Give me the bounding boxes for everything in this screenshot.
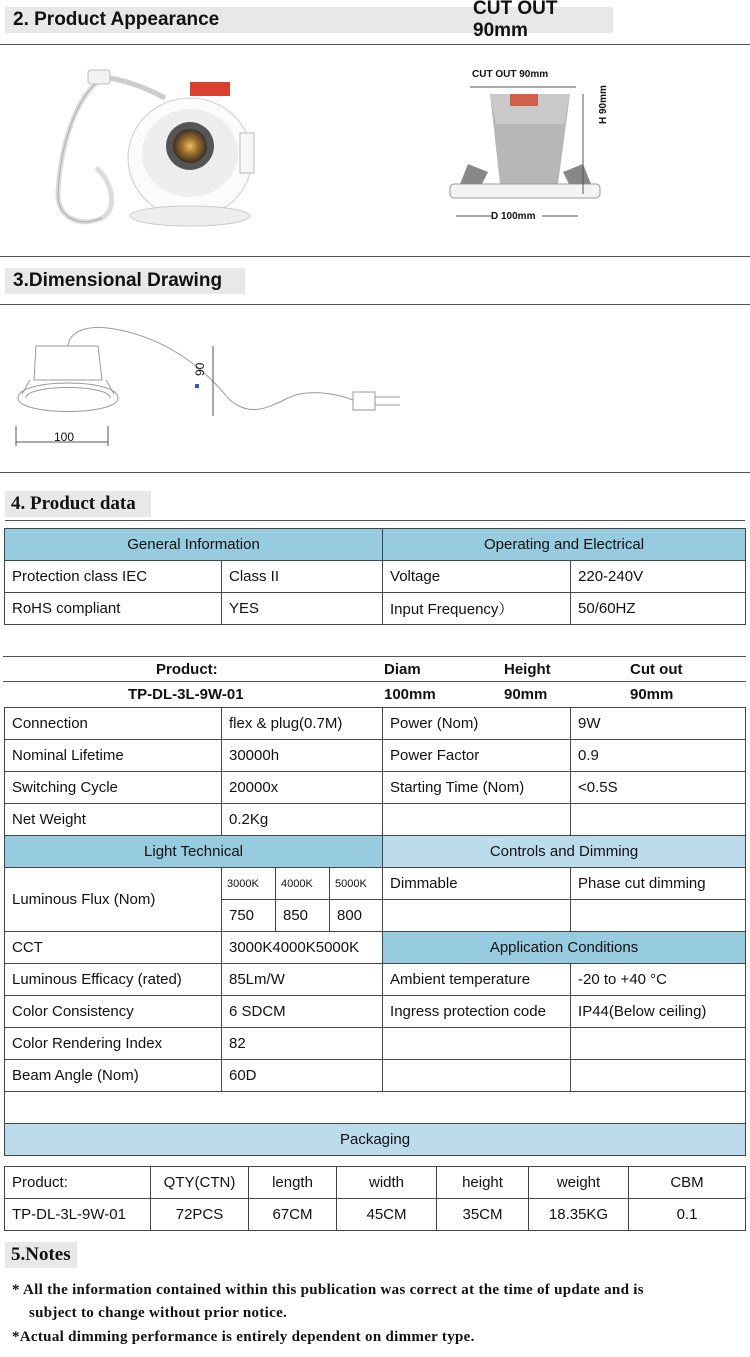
product-label: Product: — [156, 661, 218, 678]
cell: flex & plug(0.7M) — [222, 708, 383, 740]
drawing-width-label: 100 — [54, 430, 75, 444]
light-technical-header: Light Technical — [5, 836, 383, 868]
flux-value: 800 — [330, 900, 383, 932]
cell: Protection class IEC — [5, 561, 222, 593]
cct-head: 3000K — [222, 868, 276, 900]
cell: 6 SDCM — [222, 996, 383, 1028]
note-1: * All the information contained within this publication was correct at the time of update and is — [12, 1282, 644, 1298]
cell — [571, 1060, 746, 1092]
cell: 82 — [222, 1028, 383, 1060]
packaging-table — [4, 1166, 746, 1231]
cell: 60D — [222, 1060, 383, 1092]
photo-diameter-label: D 100mm — [491, 211, 536, 222]
cell: RoHS compliant — [5, 593, 222, 625]
divider — [0, 256, 750, 257]
cell: <0.5S — [571, 772, 746, 804]
packaging-header: Packaging — [5, 1124, 746, 1156]
cell: 9W — [571, 708, 746, 740]
notes-header — [5, 1242, 77, 1268]
luminous-flux-label: Luminous Flux (Nom) — [5, 868, 222, 932]
cutout-value: 90mm — [630, 686, 674, 703]
packaging-col-head: weight — [529, 1167, 629, 1199]
cell: Starting Time (Nom) — [383, 772, 571, 804]
cell: Color Rendering Index — [5, 1028, 222, 1060]
cell: 85Lm/W — [222, 964, 383, 996]
product-model: TP-DL-3L-9W-01 — [128, 686, 244, 703]
diam-value: 100mm — [384, 686, 436, 703]
packaging-cell: 72PCS — [151, 1199, 249, 1231]
downlight-side-photo — [438, 84, 613, 224]
section-4-header — [5, 491, 151, 517]
cell: -20 to +40 °C — [571, 964, 746, 996]
packaging-col-head: QTY(CTN) — [151, 1167, 249, 1199]
divider — [0, 304, 750, 305]
blank-row — [5, 1092, 746, 1124]
packaging-cell: 45CM — [337, 1199, 437, 1231]
cell — [383, 804, 571, 836]
cct-label: CCT — [5, 932, 222, 964]
note-2: *Actual dimming performance is entirely dependent on dimmer type. — [12, 1329, 475, 1345]
photo-cutout-label: CUT OUT 90mm — [472, 69, 549, 80]
photo-height-label: H 90mm — [598, 85, 609, 124]
height-value: 90mm — [504, 686, 548, 703]
cell — [571, 1028, 746, 1060]
general-information-header: General Information — [5, 529, 383, 561]
packaging-col-head: length — [249, 1167, 337, 1199]
cell: Ingress protection code — [383, 996, 571, 1028]
divider — [0, 44, 750, 45]
cell: Switching Cycle — [5, 772, 222, 804]
divider — [0, 472, 750, 473]
cell: Beam Angle (Nom) — [5, 1060, 222, 1092]
note-1-cont: subject to change without prior notice. — [29, 1305, 288, 1321]
divider — [3, 681, 746, 682]
section-2-header — [5, 0, 613, 41]
cell: Luminous Efficacy (rated) — [5, 964, 222, 996]
dimmable-label: Dimmable — [383, 868, 571, 900]
operating-electrical-header: Operating and Electrical — [383, 529, 746, 561]
notes-title: 5.Notes — [11, 1244, 71, 1265]
cutout-label: CUT OUT 90mm — [473, 0, 558, 41]
cell: YES — [222, 593, 383, 625]
flux-value: 850 — [276, 900, 330, 932]
packaging-col-head: Product: — [5, 1167, 151, 1199]
cutout-header: Cut out — [630, 661, 683, 678]
cell: IP44(Below ceiling) — [571, 996, 746, 1028]
cell: 220-240V — [571, 561, 746, 593]
cell: Power (Nom) — [383, 708, 571, 740]
cell: Color Consistency — [5, 996, 222, 1028]
cct-head: 4000K — [276, 868, 330, 900]
packaging-cell: 0.1 — [629, 1199, 746, 1231]
drawing-height-label: 90 — [193, 362, 207, 376]
cct-value: 3000K4000K5000K — [222, 932, 383, 964]
cell: 30000h — [222, 740, 383, 772]
cell: Input Frequency） — [383, 593, 571, 625]
section-4-title: 4. Product data — [11, 493, 136, 514]
packaging-col-head: width — [337, 1167, 437, 1199]
cell — [383, 1060, 571, 1092]
divider — [3, 656, 746, 657]
packaging-cell: 18.35KG — [529, 1199, 629, 1231]
cell: Connection — [5, 708, 222, 740]
packaging-cell: 35CM — [437, 1199, 529, 1231]
dimming-type: Phase cut dimming — [571, 868, 746, 900]
packaging-cell: TP-DL-3L-9W-01 — [5, 1199, 151, 1231]
packaging-col-head: height — [437, 1167, 529, 1199]
cell: 50/60HZ — [571, 593, 746, 625]
height-label: Height — [504, 661, 551, 678]
section-3-header — [5, 268, 245, 294]
cell: Voltage — [383, 561, 571, 593]
downlight-photo — [40, 58, 280, 238]
divider — [5, 520, 745, 521]
section-3-title: 3.Dimensional Drawing — [13, 270, 223, 291]
application-conditions-header: Application Conditions — [383, 932, 746, 964]
cell — [383, 1028, 571, 1060]
packaging-col-head: CBM — [629, 1167, 746, 1199]
diam-label: Diam — [384, 661, 421, 678]
cell: Power Factor — [383, 740, 571, 772]
cell: 20000x — [222, 772, 383, 804]
section-2-title: 2. Product Appearance — [13, 9, 220, 30]
cell: 0.9 — [571, 740, 746, 772]
cell — [571, 900, 746, 932]
specs-table — [4, 707, 746, 1156]
cell: 0.2Kg — [222, 804, 383, 836]
controls-dimming-header: Controls and Dimming — [383, 836, 746, 868]
cell: Ambient temperature — [383, 964, 571, 996]
cct-head: 5000K — [330, 868, 383, 900]
flux-value: 750 — [222, 900, 276, 932]
cell: Nominal Lifetime — [5, 740, 222, 772]
cell: Class II — [222, 561, 383, 593]
cell — [383, 900, 571, 932]
packaging-cell: 67CM — [249, 1199, 337, 1231]
cell — [571, 804, 746, 836]
cell: Net Weight — [5, 804, 222, 836]
general-info-table — [4, 528, 746, 625]
